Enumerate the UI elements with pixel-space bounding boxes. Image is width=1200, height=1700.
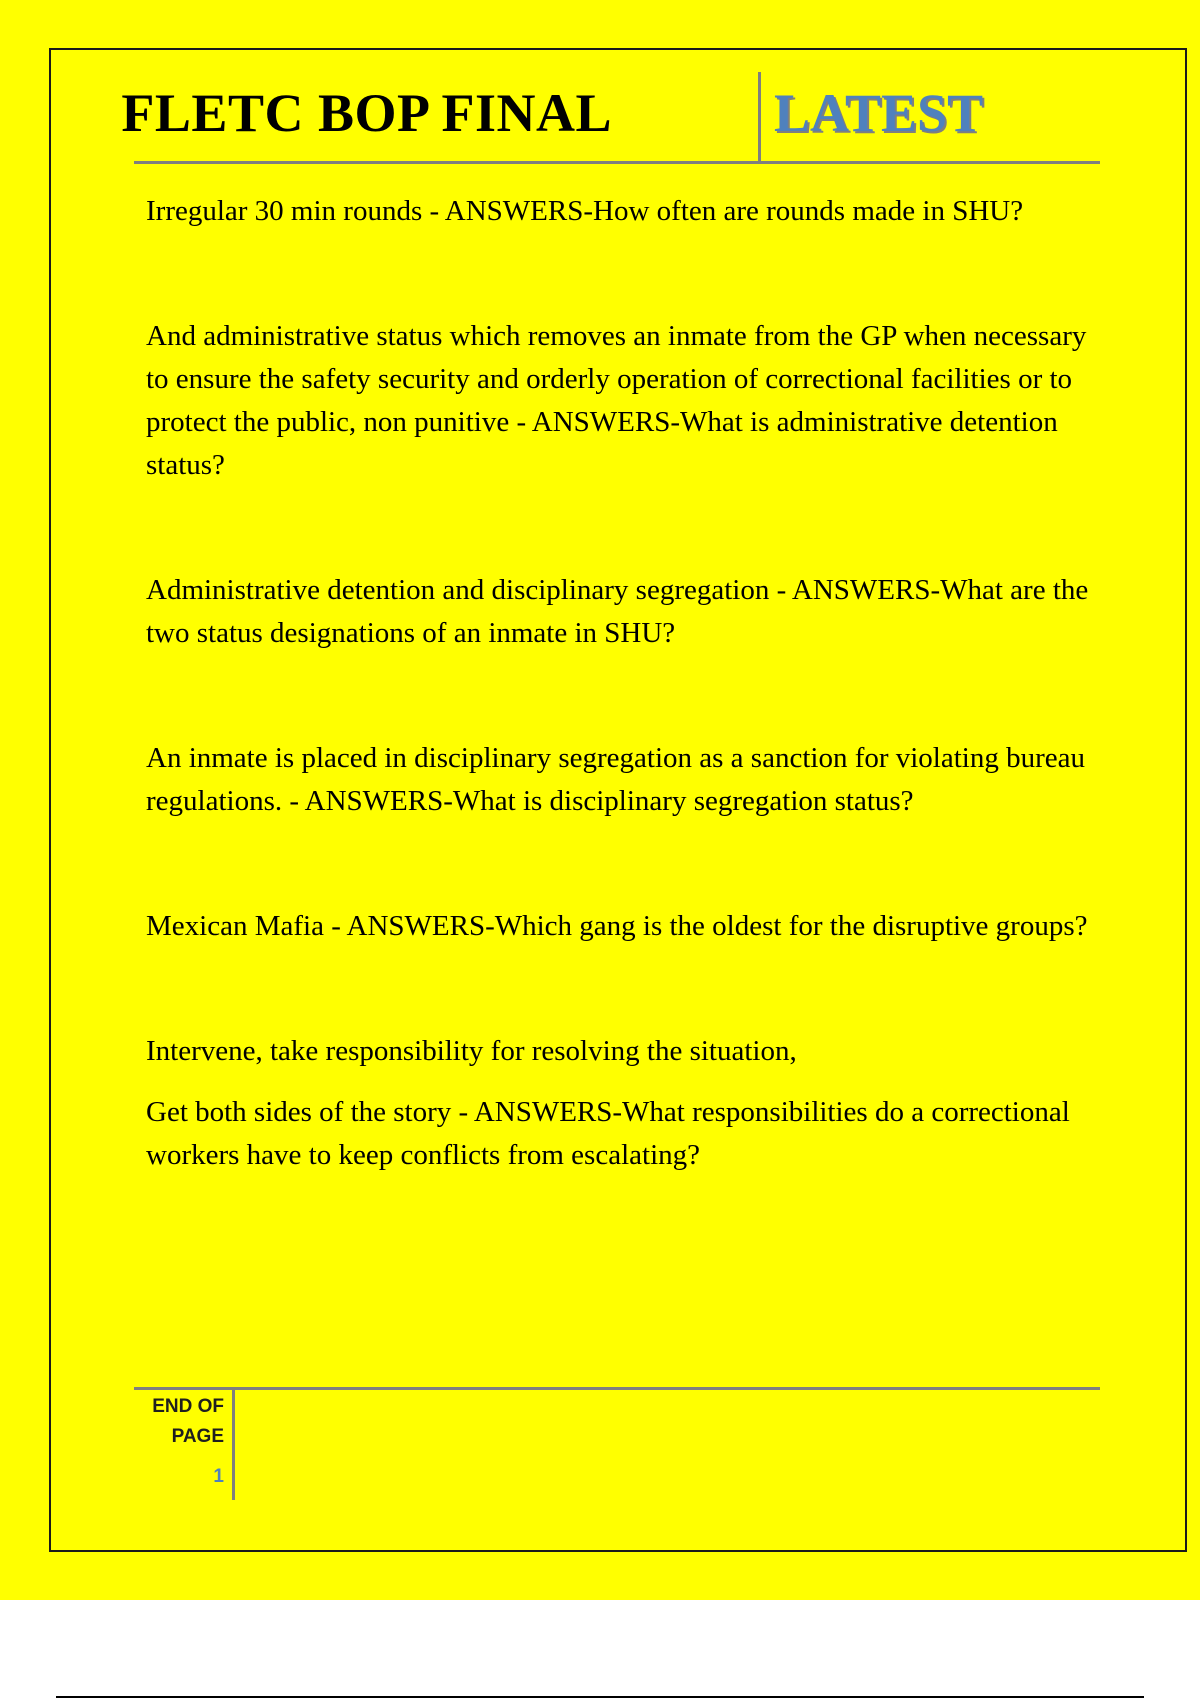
qa-entry: An inmate is placed in disciplinary segregation as a sanction for violating bureau regulations. - ANSWERS-What is disciplinary segregation status? <box>146 742 1086 817</box>
footer-divider <box>232 1390 235 1500</box>
end-of-page-line2: PAGE <box>171 1426 224 1447</box>
qa-entry: Intervene, take responsibility for resolving the situation, <box>146 1035 797 1067</box>
qa-entry: Get both sides of the story - ANSWERS-What responsibilities do a correctional workers have to keep conflicts from escalating? <box>146 1096 1070 1171</box>
qa-entry: And administrative status which removes an inmate from the GP when necessary to ensure the safety security and orderly operation of correctional facilities or to protect the public, non punitive - ANSWERS-What is administrative detention status? <box>146 320 1087 481</box>
end-of-page-line1: END OF <box>152 1396 224 1417</box>
document-body <box>146 190 1096 1177</box>
page-title: FLETC BOP FINAL <box>121 83 612 143</box>
qa-entry: Administrative detention and disciplinary segregation - ANSWERS-What are the two status designations of an inmate in SHU? <box>146 574 1089 649</box>
qa-entry: Mexican Mafia - ANSWERS-Which gang is the oldest for the disruptive groups? <box>146 910 1088 942</box>
qa-entry: Irregular 30 min rounds - ANSWERS-How often are rounds made in SHU? <box>146 195 1024 227</box>
end-of-page-label <box>140 1392 224 1452</box>
bottom-rule <box>56 1696 1144 1698</box>
page-number: 1 <box>213 1466 224 1487</box>
header-divider <box>758 72 761 161</box>
footer-rule <box>134 1387 1100 1390</box>
page-header <box>121 72 1100 164</box>
page-title-accent: LATEST <box>774 83 984 143</box>
